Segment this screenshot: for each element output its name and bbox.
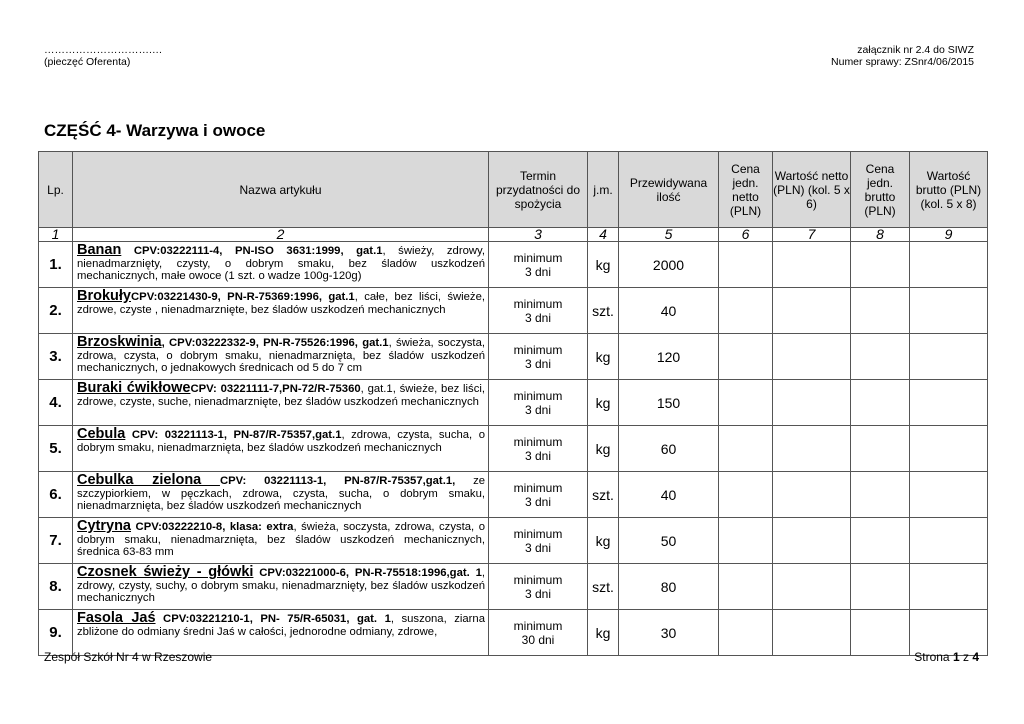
- col-header-net-price: Cena jedn. netto (PLN): [719, 152, 773, 228]
- col-number: 9: [910, 228, 988, 242]
- shelf-life-days: 3 dni: [524, 494, 552, 509]
- article-codes: CPV:03221210-1, PN- 75/R-65031, gat. 1: [155, 613, 391, 625]
- shelf-life-days: 3 dni: [524, 356, 552, 371]
- row-number: 9.: [39, 610, 73, 656]
- table-row: [39, 380, 988, 426]
- article-description: [73, 242, 489, 288]
- col-number: 4: [588, 228, 619, 242]
- gross-value-cell[interactable]: [910, 426, 988, 472]
- net-price-cell[interactable]: [719, 334, 773, 380]
- page-total: 4: [972, 650, 979, 664]
- article-name: Brzoskwinia: [77, 334, 162, 350]
- expected-quantity: 30: [619, 610, 719, 656]
- col-header-net-value: Wartość netto (PLN) (kol. 5 x 6): [773, 152, 851, 228]
- shelf-life-label: minimum: [513, 480, 563, 495]
- footer-school: Zespół Szkół Nr 4 w Rzeszowie: [44, 650, 213, 664]
- expected-quantity: 2000: [619, 242, 719, 288]
- article-codes: CPV: 03221111-7,PN-72/R-75360: [190, 383, 361, 395]
- net-value-cell[interactable]: [773, 380, 851, 426]
- article-details: , świeża, soczysta, zdrowa, czysta, o dobrym smaku, nienadmarznięta, bez śladów uszkodzeń mechanicznych, o jednakowych średnicach od 5 do 7 cm: [77, 337, 485, 374]
- article-name: Cebula: [77, 426, 126, 442]
- expected-quantity: 150: [619, 380, 719, 426]
- row-number: 1.: [39, 242, 73, 288]
- table-row: [39, 334, 988, 380]
- offer-table: [38, 151, 988, 656]
- unit-of-measure: szt.: [588, 288, 619, 334]
- article-details: , gat.1, świeże, bez liści, zdrowe, czyste, suche, nienadmarznięte, bez śladów uszkodzeń mechanicznych: [77, 383, 485, 408]
- article-name: Brokuły: [77, 288, 131, 304]
- net-value-cell[interactable]: [773, 242, 851, 288]
- gross-value-cell[interactable]: [910, 242, 988, 288]
- unit-of-measure: kg: [588, 380, 619, 426]
- unit-of-measure: kg: [588, 426, 619, 472]
- shelf-life-days: 3 dni: [524, 310, 552, 325]
- gross-price-cell[interactable]: [851, 426, 910, 472]
- shelf-life-days: 3 dni: [524, 264, 552, 279]
- shelf-life-days: 30 dni: [521, 632, 555, 647]
- shelf-life: [489, 334, 588, 380]
- gross-value-cell[interactable]: [910, 472, 988, 518]
- article-description: [73, 610, 489, 656]
- article-name: Banan: [77, 242, 122, 258]
- article-description: [73, 472, 489, 518]
- article-details: , całe, bez liści, świeże, zdrowe, czyste , nienadmarznięte, bez śladów uszkodzeń mechanicznych: [77, 291, 485, 316]
- page-separator: z: [959, 650, 973, 664]
- page-title: CZĘŚĆ 4- Warzywa i owoce: [44, 121, 266, 140]
- row-number: 7.: [39, 518, 73, 564]
- article-name: Buraki ćwikłowe: [77, 380, 191, 396]
- col-header-gross-price: Cena jedn. brutto (PLN): [851, 152, 910, 228]
- gross-value-cell[interactable]: [910, 334, 988, 380]
- shelf-life: [489, 472, 588, 518]
- shelf-life: [489, 518, 588, 564]
- gross-value-cell[interactable]: [910, 380, 988, 426]
- shelf-life-label: minimum: [513, 250, 563, 265]
- gross-price-cell[interactable]: [851, 610, 910, 656]
- gross-price-cell[interactable]: [851, 472, 910, 518]
- shelf-life-days: 3 dni: [524, 402, 552, 417]
- col-number: 6: [719, 228, 773, 242]
- net-price-cell[interactable]: [719, 242, 773, 288]
- shelf-life: [489, 610, 588, 656]
- col-header-gross-value: Wartość brutto (PLN) (kol. 5 x 8): [910, 152, 988, 228]
- net-price-cell[interactable]: [719, 518, 773, 564]
- document-reference: [831, 44, 974, 68]
- table-row: [39, 426, 988, 472]
- shelf-life-label: minimum: [513, 296, 563, 311]
- net-value-cell[interactable]: [773, 564, 851, 610]
- table-row: [39, 288, 988, 334]
- table-row: [39, 242, 988, 288]
- gross-value-cell[interactable]: [910, 288, 988, 334]
- article-description: [73, 334, 489, 380]
- gross-value-cell[interactable]: [910, 564, 988, 610]
- article-description: [73, 426, 489, 472]
- attachment-label: załącznik nr 2.4 do SIWZ: [857, 44, 974, 56]
- table-row: [39, 518, 988, 564]
- gross-price-cell[interactable]: [851, 518, 910, 564]
- shelf-life-days: 3 dni: [524, 540, 552, 555]
- article-details: , świeży, zdrowy, nienadmarznięty, czysty, o dobrym smaku, bez śladów uszkodzeń mechanicznych, małe owoce (1 szt. o wadze 100g-120g): [77, 245, 485, 282]
- gross-price-cell[interactable]: [851, 242, 910, 288]
- article-details: , zdrowa, czysta, sucha, o dobrym smaku, nienadmarznięta, bez śladów uszkodzeń mechanicznych: [77, 429, 485, 454]
- row-number: 8.: [39, 564, 73, 610]
- article-name: Cytryna: [77, 518, 131, 534]
- shelf-life-label: minimum: [513, 572, 563, 587]
- net-value-cell[interactable]: [773, 426, 851, 472]
- col-number: 5: [619, 228, 719, 242]
- article-codes: CPV: 03221113-1, PN-87/R-75357,gat.1,: [219, 475, 456, 487]
- article-name: Fasola Jaś: [77, 610, 156, 626]
- article-description: [73, 564, 489, 610]
- gross-price-cell[interactable]: [851, 564, 910, 610]
- shelf-life-label: minimum: [513, 388, 563, 403]
- article-codes: , CPV:03222332-9, PN-R-75526:1996, gat.1: [161, 337, 389, 349]
- net-value-cell[interactable]: [773, 288, 851, 334]
- col-header-term: Termin przydatności do spożycia: [489, 152, 588, 228]
- expected-quantity: 80: [619, 564, 719, 610]
- article-name: Czosnek świeży - główki: [77, 564, 254, 580]
- article-details: , świeża, soczysta, zdrowa, czysta, o dobrym smaku, nienadmarznięta, bez śladów uszkodzeń mechanicznych, średnica 63-83 mm: [77, 521, 485, 558]
- gross-price-cell[interactable]: [851, 380, 910, 426]
- shelf-life-label: minimum: [513, 618, 563, 633]
- row-number: 6.: [39, 472, 73, 518]
- table-row: [39, 472, 988, 518]
- column-numbers-row: [39, 228, 988, 242]
- article-codes: CPV: 03221113-1, PN-87/R-75357,gat.1: [125, 429, 342, 441]
- col-header-name: Nazwa artykułu: [73, 152, 489, 228]
- col-number: 8: [851, 228, 910, 242]
- case-number: Numer sprawy: ZSnr4/06/2015: [831, 56, 974, 68]
- page-word: Strona: [914, 650, 953, 664]
- net-price-cell[interactable]: [719, 610, 773, 656]
- col-number: 7: [773, 228, 851, 242]
- article-codes: CPV:03221430-9, PN-R-75369:1996, gat.1: [131, 291, 355, 303]
- gross-value-cell[interactable]: [910, 610, 988, 656]
- unit-of-measure: kg: [588, 518, 619, 564]
- footer-page-number: [914, 650, 979, 664]
- table-row: [39, 564, 988, 610]
- shelf-life-days: 3 dni: [524, 586, 552, 601]
- unit-of-measure: kg: [588, 242, 619, 288]
- shelf-life: [489, 288, 588, 334]
- expected-quantity: 120: [619, 334, 719, 380]
- article-description: [73, 288, 489, 334]
- stamp-block: [44, 44, 162, 68]
- net-price-cell[interactable]: [719, 380, 773, 426]
- row-number: 3.: [39, 334, 73, 380]
- expected-quantity: 50: [619, 518, 719, 564]
- shelf-life: [489, 426, 588, 472]
- expected-quantity: 60: [619, 426, 719, 472]
- shelf-life-label: minimum: [513, 434, 563, 449]
- net-value-cell[interactable]: [773, 610, 851, 656]
- unit-of-measure: szt.: [588, 472, 619, 518]
- expected-quantity: 40: [619, 472, 719, 518]
- article-details: ze szczypiorkiem, w pęczkach, zdrowa, czysta, sucha, o dobrym smaku, nienadmarznięta, bez śladów uszkodzeń mechanicznych: [77, 475, 485, 512]
- row-number: 4.: [39, 380, 73, 426]
- article-codes: CPV:03222111-4, PN-ISO 3631:1999, gat.1: [121, 245, 383, 257]
- col-header-jm: j.m.: [588, 152, 619, 228]
- row-number: 2.: [39, 288, 73, 334]
- unit-of-measure: kg: [588, 334, 619, 380]
- net-price-cell[interactable]: [719, 288, 773, 334]
- net-price-cell[interactable]: [719, 472, 773, 518]
- unit-of-measure: szt.: [588, 564, 619, 610]
- article-codes: CPV:03221000-6, PN-R-75518:1996,gat. 1: [253, 567, 482, 579]
- gross-price-cell[interactable]: [851, 334, 910, 380]
- expected-quantity: 40: [619, 288, 719, 334]
- col-number: 3: [489, 228, 588, 242]
- stamp-label: (pieczęć Oferenta): [44, 56, 131, 68]
- table-header-row: [39, 152, 988, 228]
- shelf-life: [489, 564, 588, 610]
- article-description: [73, 380, 489, 426]
- net-value-cell[interactable]: [773, 334, 851, 380]
- col-header-qty: Przewidywana ilość: [619, 152, 719, 228]
- shelf-life: [489, 380, 588, 426]
- col-number: 1: [39, 228, 73, 242]
- net-price-cell[interactable]: [719, 426, 773, 472]
- article-description: [73, 518, 489, 564]
- shelf-life: [489, 242, 588, 288]
- shelf-life-label: minimum: [513, 342, 563, 357]
- article-name: Cebulka zielona: [77, 472, 220, 488]
- article-codes: CPV:03222210-8, klasa: extra: [131, 521, 294, 533]
- col-number: 2: [73, 228, 489, 242]
- article-details: , zdrowy, czysty, suchy, o dobrym smaku, nienadmarznięty, bez śladów uszkodzeń mechanicznych: [77, 567, 485, 604]
- net-value-cell[interactable]: [773, 472, 851, 518]
- shelf-life-days: 3 dni: [524, 448, 552, 463]
- row-number: 5.: [39, 426, 73, 472]
- shelf-life-label: minimum: [513, 526, 563, 541]
- gross-value-cell[interactable]: [910, 518, 988, 564]
- article-details: , suszona, ziarna zbliżone do odmiany średni Jaś w całości, jednorodne odmiany, zdrowe,: [77, 613, 485, 638]
- gross-price-cell[interactable]: [851, 288, 910, 334]
- table-row: [39, 610, 988, 656]
- net-value-cell[interactable]: [773, 518, 851, 564]
- net-price-cell[interactable]: [719, 564, 773, 610]
- unit-of-measure: kg: [588, 610, 619, 656]
- stamp-dots: ………………………….…: [44, 44, 163, 56]
- col-header-lp: Lp.: [39, 152, 73, 228]
- page-current: 1: [952, 650, 960, 664]
